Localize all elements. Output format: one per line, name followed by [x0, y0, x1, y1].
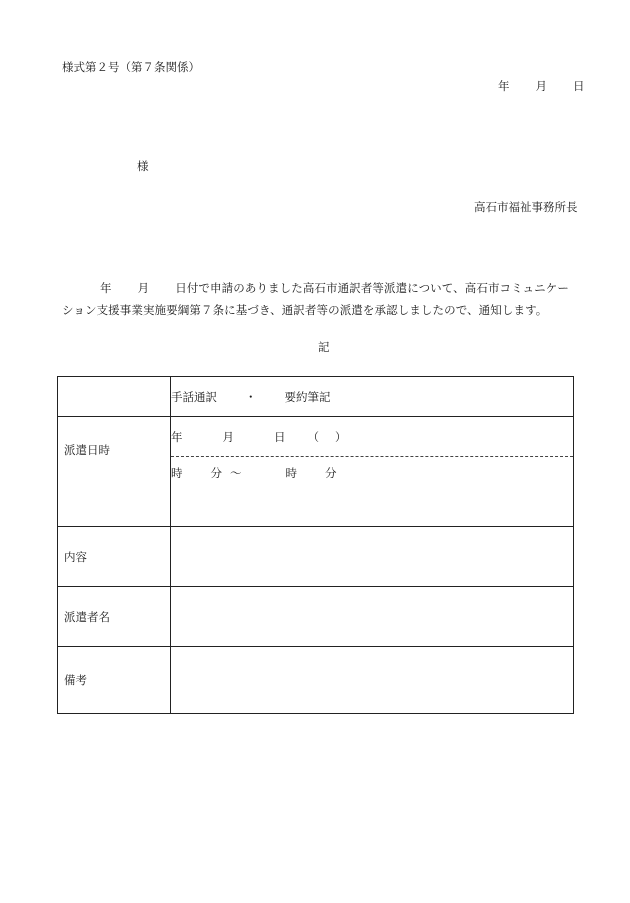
body-line1-rest: 日付で申請のありました高石市通訳者等派遣について、高石市コミュニケー: [175, 281, 569, 295]
form-number: 様式第２号（第７条関係）: [62, 60, 200, 74]
body-line-2: ション支援事業実施要綱第７条に基づき、通訳者等の派遣を承認しましたので、通知します。: [62, 303, 548, 317]
service-option-sign-language: 手話通訳: [171, 389, 217, 404]
datetime-label: 派遣日時: [58, 417, 171, 527]
dispatcher-name-cell: [171, 587, 574, 647]
remarks-cell: [171, 647, 574, 714]
dt-minute-start: 分: [210, 466, 222, 480]
datetime-row: [58, 417, 574, 457]
remarks-label: 備考: [58, 647, 171, 714]
dt-tilde: ～: [230, 466, 242, 480]
dt-hour-end: 時: [285, 466, 297, 480]
date-year: 年: [498, 79, 510, 93]
service-label-cell: [58, 377, 171, 417]
dt-month: 月: [222, 429, 234, 444]
service-row: [58, 377, 574, 417]
time-cell: [171, 457, 574, 527]
body-line-1: [62, 277, 586, 299]
dt-weekday-open: （: [307, 429, 319, 444]
content-label: 内容: [58, 527, 171, 587]
content-row: [58, 527, 574, 587]
dispatcher-name-row: [58, 587, 574, 647]
service-separator: ・: [245, 389, 257, 404]
dt-minute-end: 分: [325, 466, 337, 480]
remarks-row: [58, 647, 574, 714]
dt-hour-start: 時: [171, 466, 183, 480]
date-cell: [171, 417, 574, 457]
dispatcher-name-label: 派遣者名: [58, 587, 171, 647]
date-day: 日: [573, 79, 585, 93]
dt-day: 日: [274, 429, 286, 444]
body-year: 年: [100, 281, 112, 295]
date-month: 月: [535, 79, 547, 93]
service-option-summary-writing: 要約筆記: [284, 389, 331, 404]
issuer-title: 高石市福祉事務所長: [474, 200, 578, 214]
notice-body: [62, 277, 586, 321]
dt-year: 年: [171, 429, 183, 444]
service-type-cell: [171, 377, 574, 417]
issue-date: [498, 81, 585, 93]
dispatch-table: [57, 376, 574, 714]
recipient-honorific: 様: [137, 159, 149, 173]
content-value-cell: [171, 527, 574, 587]
ki-heading: 記: [318, 340, 330, 354]
dt-weekday-close: ）: [335, 429, 347, 444]
body-month: 月: [137, 281, 150, 295]
